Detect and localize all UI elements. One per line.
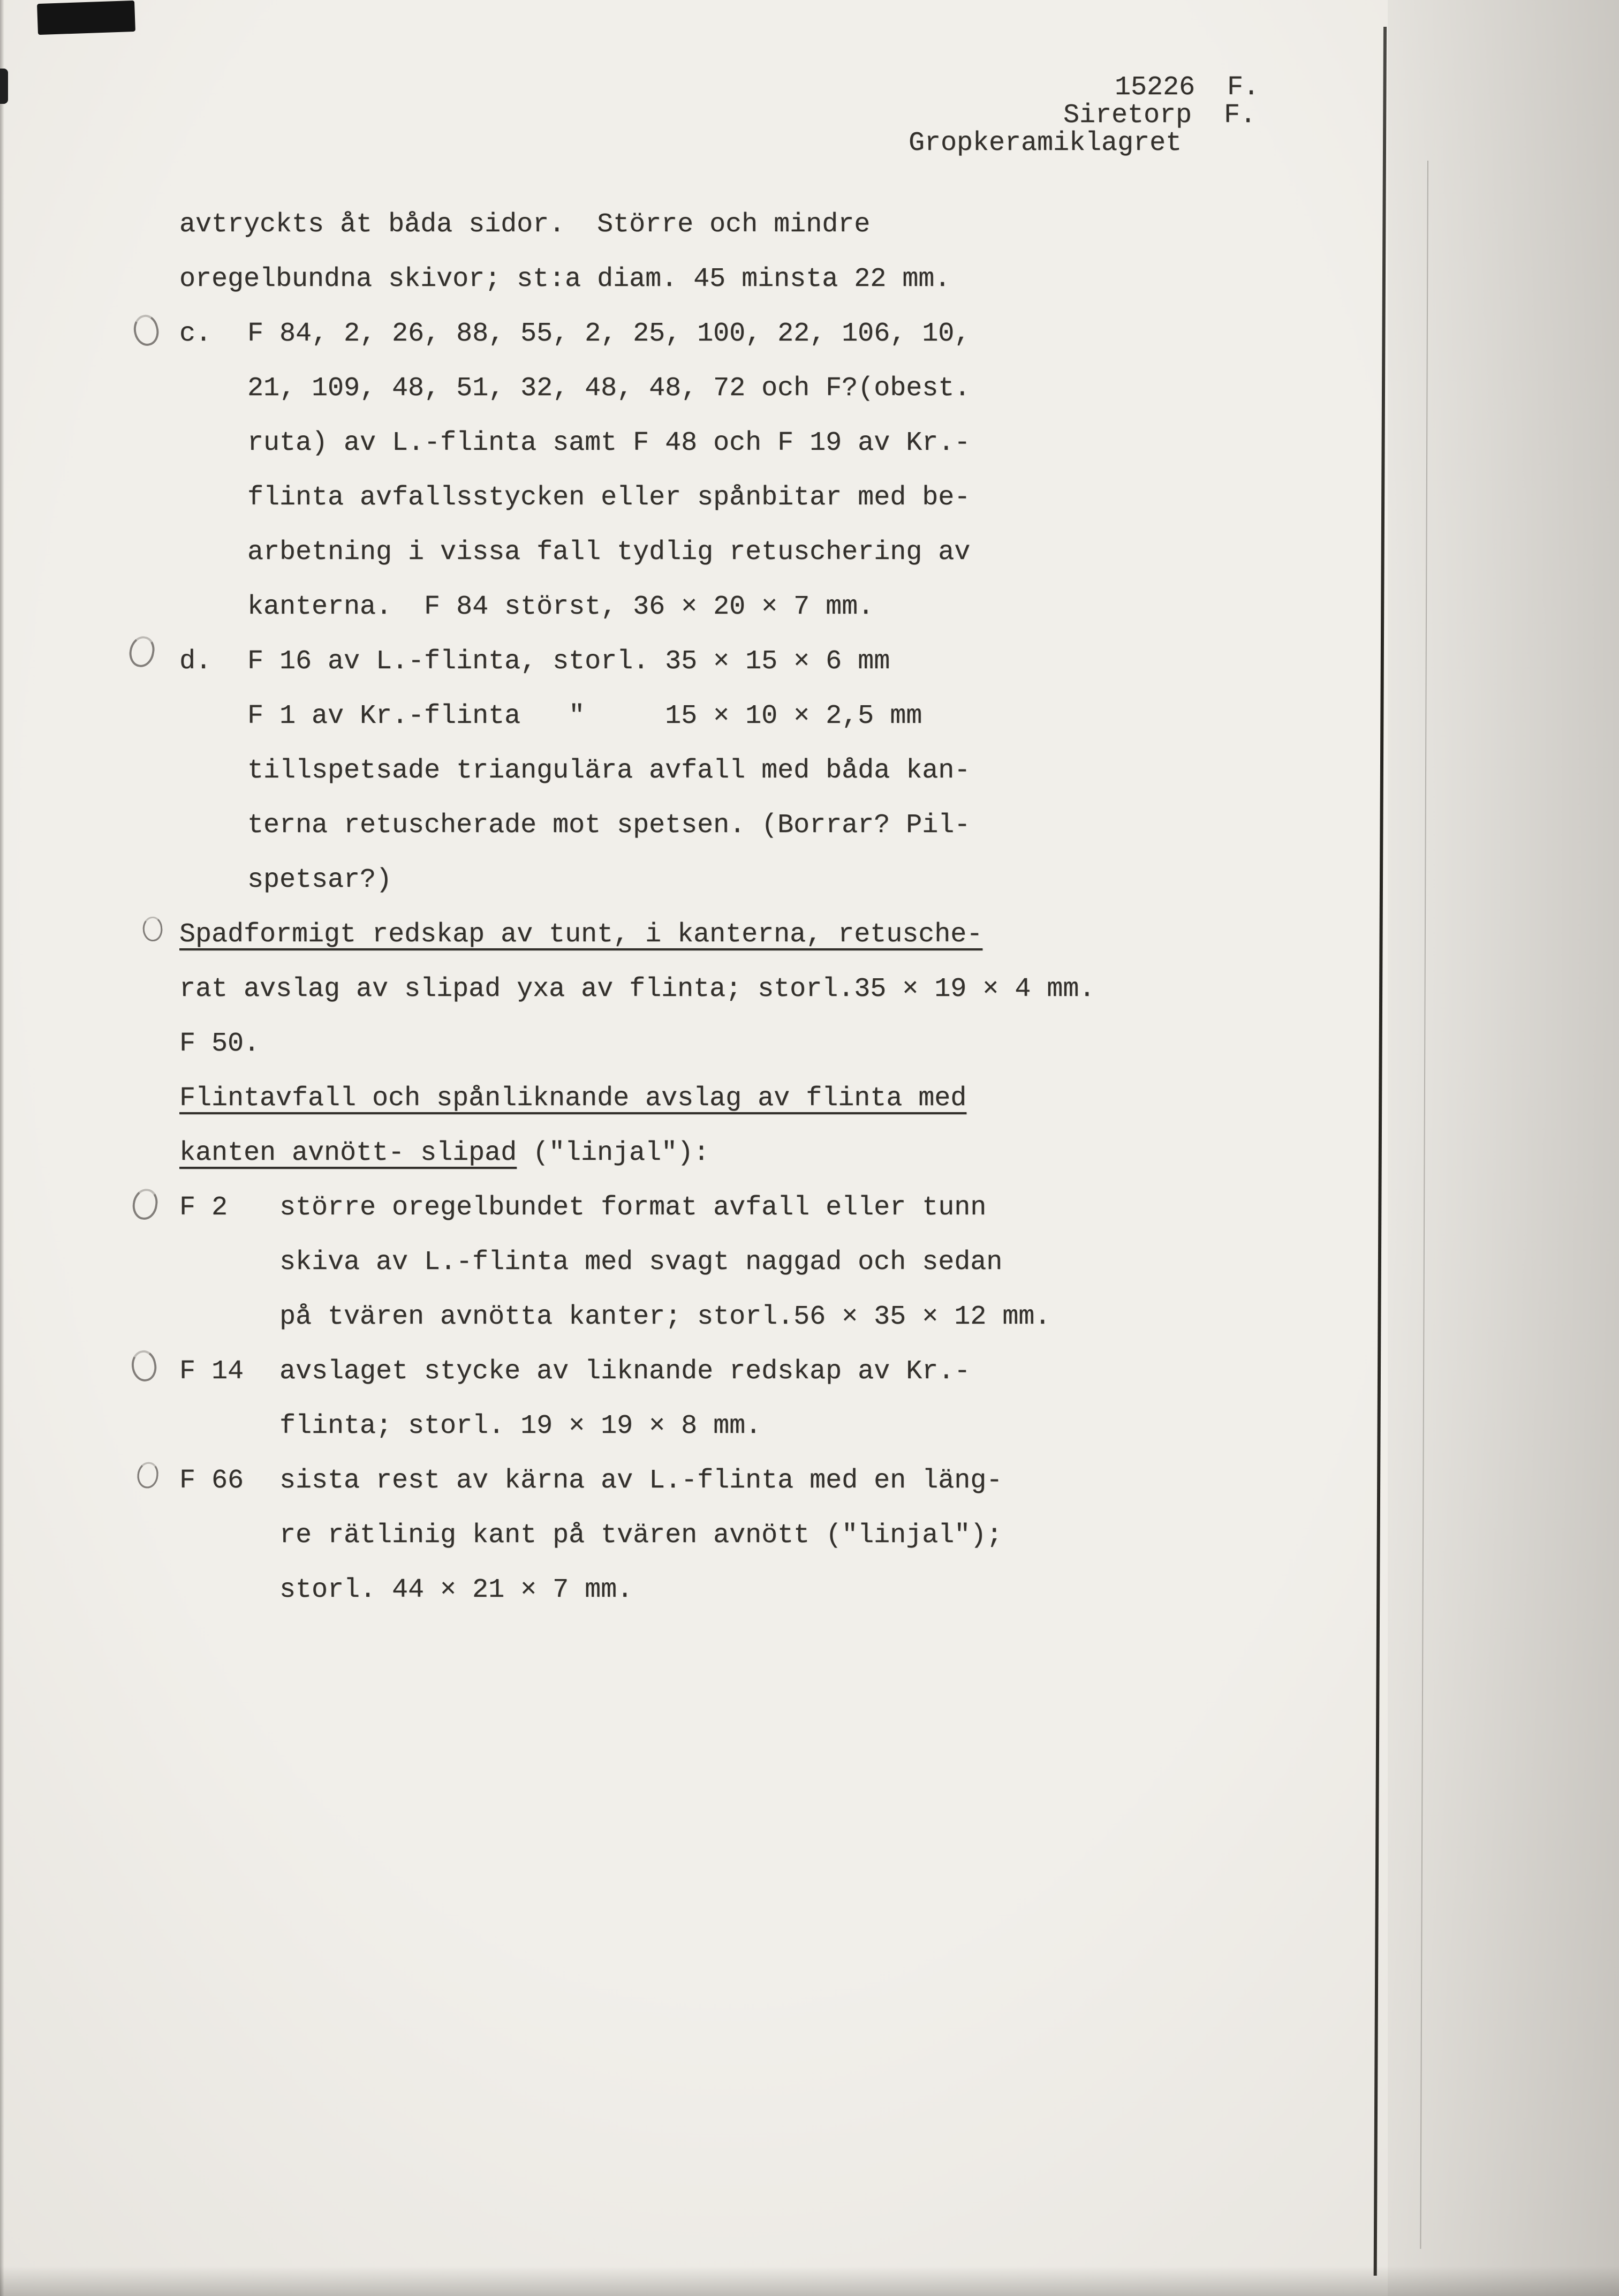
text-segment: avtryckts åt båda sidor. Större och mindre bbox=[179, 209, 871, 240]
text-segment: F 2 bbox=[179, 1192, 228, 1223]
text-segment: skiva av L.-flinta med svagt naggad och sedan bbox=[279, 1247, 1003, 1278]
text-line bbox=[0, 1245, 1619, 1284]
text-line bbox=[0, 1355, 1619, 1393]
text-line bbox=[0, 1027, 1619, 1066]
text-line bbox=[0, 809, 1619, 847]
text-line bbox=[0, 1519, 1619, 1557]
text-segment: rat avslag av slipad yxa av flinta; storl.35 × 19 × 4 mm. bbox=[179, 974, 1095, 1004]
text-segment: avslaget stycke av liknande redskap av Kr.- bbox=[279, 1356, 971, 1387]
header-layer-name: Gropkeramiklagret bbox=[909, 128, 1182, 158]
text-line bbox=[0, 1409, 1619, 1448]
text-segment: 21, 109, 48, 51, 32, 48, 48, 72 och F?(obest. bbox=[247, 373, 971, 404]
text-segment: sista rest av kärna av L.-flinta med en läng- bbox=[279, 1466, 1003, 1496]
header-accession-number: 15226 F. bbox=[1115, 72, 1260, 103]
text-line bbox=[0, 699, 1619, 738]
text-line bbox=[0, 481, 1619, 519]
text-line bbox=[0, 754, 1619, 792]
text-line bbox=[0, 1464, 1619, 1502]
text-segment: spetsar?) bbox=[247, 865, 392, 895]
text-line bbox=[0, 208, 1619, 246]
text-line bbox=[0, 972, 1619, 1011]
text-segment: F 14 bbox=[179, 1356, 244, 1387]
text-segment: arbetning i vissa fall tydlig retuschering av bbox=[247, 537, 971, 568]
text-line bbox=[0, 1191, 1619, 1229]
text-segment: oregelbundna skivor; st:a diam. 45 minsta 22 mm. bbox=[179, 264, 951, 294]
text-segment: flinta; storl. 19 × 19 × 8 mm. bbox=[279, 1411, 762, 1441]
text-segment: F 84, 2, 26, 88, 55, 2, 25, 100, 22, 106, 10, bbox=[247, 319, 971, 349]
text-line bbox=[0, 1300, 1619, 1339]
text-segment: F 66 bbox=[179, 1466, 244, 1496]
scan-bottom-shade bbox=[0, 2266, 1619, 2296]
header-site-name: Siretorp F. bbox=[1063, 100, 1257, 131]
text-line bbox=[0, 645, 1619, 683]
text-line bbox=[0, 590, 1619, 629]
text-line bbox=[0, 426, 1619, 465]
text-segment: större oregelbundet format avfall eller tunn bbox=[279, 1192, 987, 1223]
scan-edge-artifact bbox=[0, 69, 8, 104]
text-line bbox=[0, 1136, 1619, 1175]
text-segment: kanterna. F 84 störst, 36 × 20 × 7 mm. bbox=[247, 592, 874, 622]
text-segment: F 1 av Kr.-flinta " 15 × 10 × 2,5 mm bbox=[247, 701, 922, 731]
underlined-text-segment: Flintavfall och spånliknande avslag av flinta med bbox=[179, 1083, 967, 1114]
text-segment: re rätlinig kant på tvären avnött ("linjal"); bbox=[279, 1520, 1003, 1551]
text-line bbox=[0, 918, 1619, 956]
text-line bbox=[0, 317, 1619, 356]
text-segment: på tvären avnötta kanter; storl.56 × 35 × 12 mm. bbox=[279, 1302, 1051, 1332]
underlined-text-segment: kanten avnött- slipad bbox=[179, 1138, 517, 1168]
text-segment: tillspetsade triangulära avfall med båda kan- bbox=[247, 756, 971, 786]
text-line bbox=[0, 863, 1619, 902]
text-line bbox=[0, 262, 1619, 301]
text-line bbox=[0, 535, 1619, 574]
text-segment: F 50. bbox=[179, 1029, 260, 1059]
text-segment: ruta) av L.-flinta samt F 48 och F 19 av Kr.- bbox=[247, 428, 971, 458]
scan-right-shade bbox=[1388, 0, 1619, 2296]
text-line bbox=[0, 372, 1619, 410]
text-line bbox=[0, 1082, 1619, 1120]
text-segment: ("linjal"): bbox=[517, 1138, 710, 1168]
text-segment: flinta avfallsstycken eller spånbitar med be- bbox=[247, 482, 971, 513]
text-segment: storl. 44 × 21 × 7 mm. bbox=[279, 1575, 633, 1605]
scan-corner-artifact bbox=[37, 1, 135, 35]
text-segment: d. bbox=[179, 646, 212, 677]
text-segment: terna retuscherade mot spetsen. (Borrar? Pil- bbox=[247, 810, 971, 841]
text-segment: c. bbox=[179, 319, 212, 349]
underlined-text-segment: Spadformigt redskap av tunt, i kanterna, retusche- bbox=[179, 919, 983, 950]
text-segment: F 16 av L.-flinta, storl. 35 × 15 × 6 mm bbox=[247, 646, 890, 677]
